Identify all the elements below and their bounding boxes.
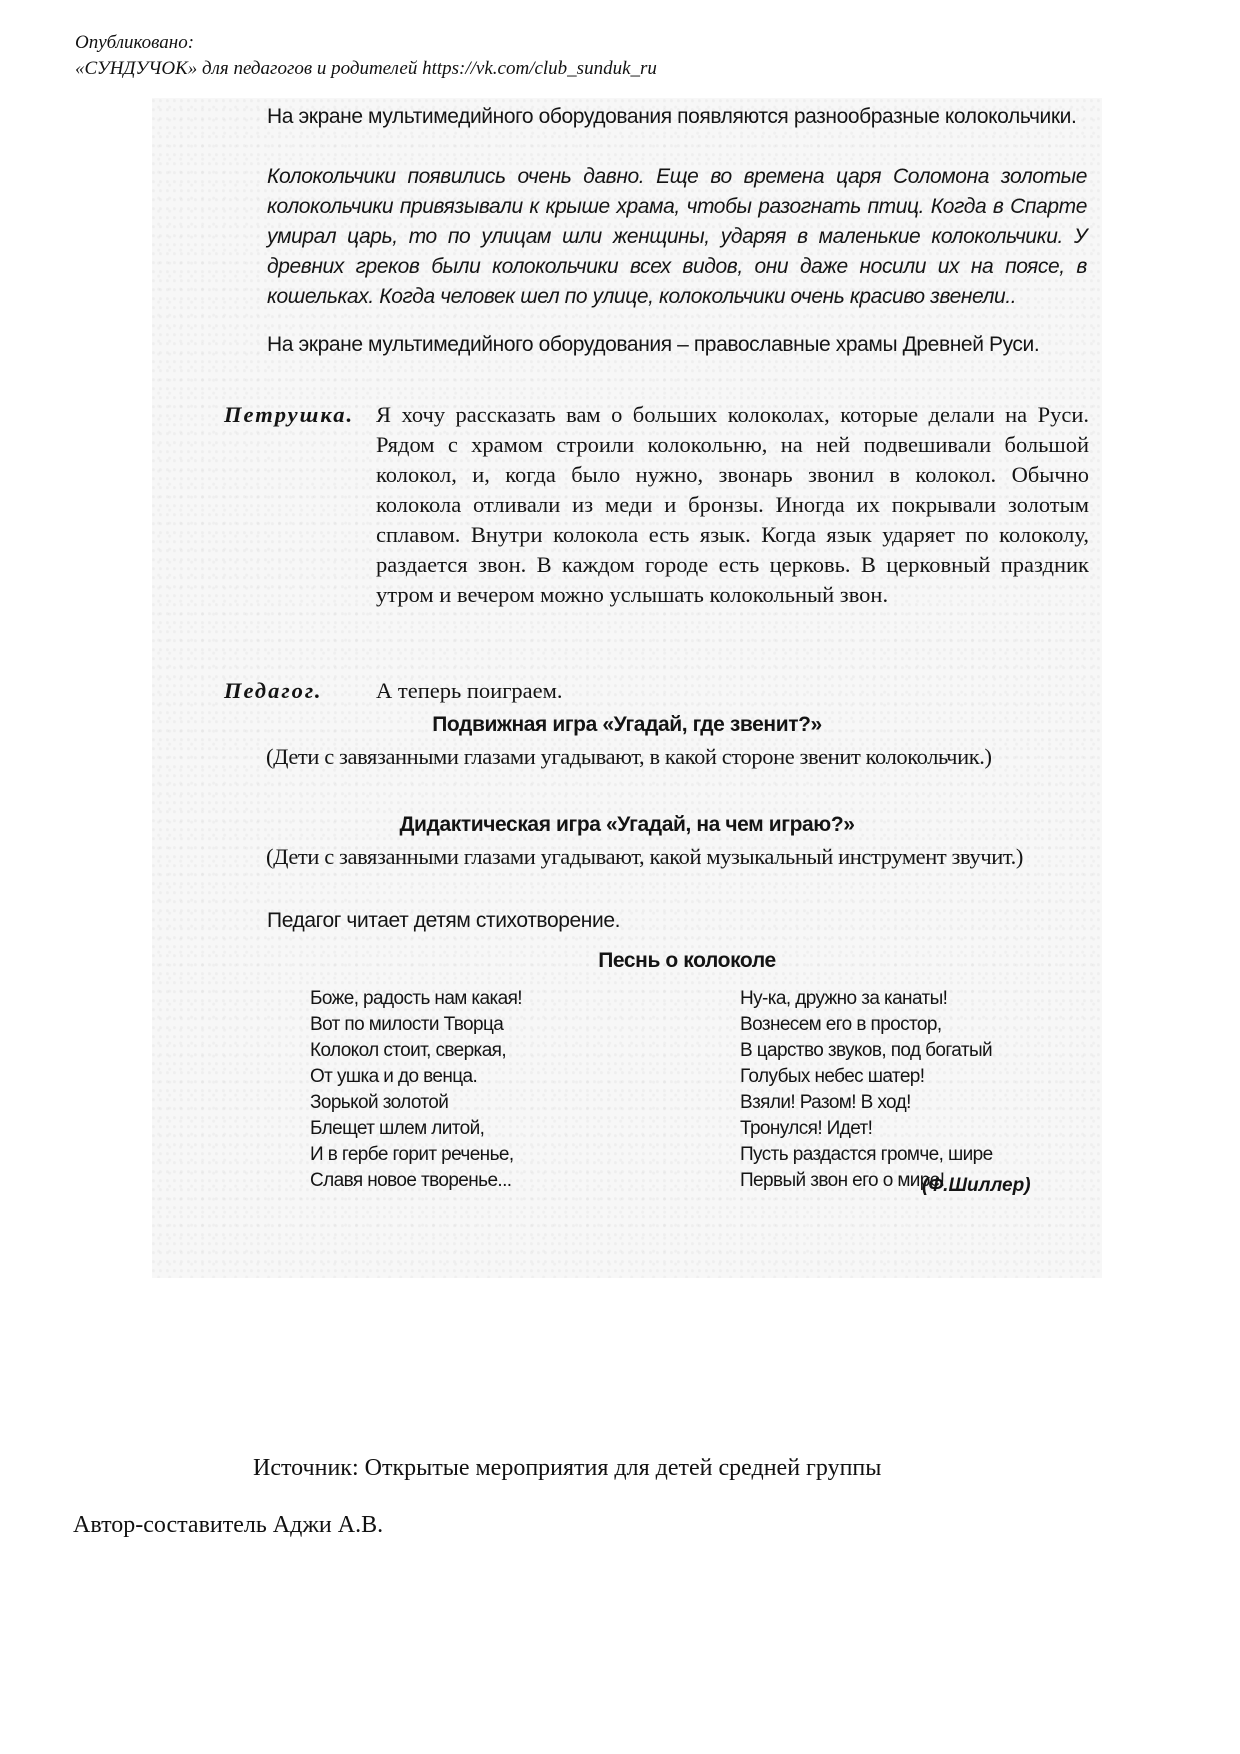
source-line: Источник: Открытые мероприятия для детей средней группы — [253, 1455, 882, 1481]
dialogue-petrushka — [224, 400, 1089, 610]
poem-line: Вознесем его в простор, — [740, 1014, 942, 1035]
poem-column-right — [740, 986, 993, 1194]
publication-header — [75, 30, 657, 82]
game2-title: Дидактическая игра «Угадай, на чем играю?» — [399, 813, 855, 836]
poem-line: Ну-ка, дружно за канаты! — [740, 988, 948, 1009]
paragraph-text: (Дети с завязанными глазами угадывают, какой музыкальный инструмент звучит.) — [266, 844, 1023, 869]
speaker-text: А теперь поиграем. — [376, 678, 563, 703]
poem-line: Боже, радость нам какая! — [310, 988, 522, 1009]
paragraph-text: (Дети с завязанными глазами угадывают, в какой стороне звенит колокольчик.) — [266, 744, 992, 769]
poem-line: Блещет шлем литой, — [310, 1118, 485, 1139]
paragraph-screen-temples — [267, 330, 1087, 360]
dialogue-pedagog — [224, 676, 1089, 706]
poem-line: Зорькой золотой — [310, 1092, 449, 1113]
paragraph-text: На экране мультимедийного оборудования появляются разнообразные колокольчики. — [267, 105, 1077, 128]
game1-title: Подвижная игра «Угадай, где звенит?» — [432, 713, 822, 736]
game1-description — [244, 742, 1089, 772]
poem-line: Колокол стоит, сверкая, — [310, 1040, 507, 1061]
poem-column-left — [310, 986, 522, 1194]
game2-description — [244, 842, 1089, 872]
poem-line: Вот по милости Творца — [310, 1014, 504, 1035]
published-label: Опубликовано: — [75, 32, 195, 53]
paragraph-bells-history — [267, 162, 1087, 312]
speaker-text: Я хочу рассказать вам о больших колоколах, которые делали на Руси. Рядом с храмом строили колокольню, на ней подвешивали большой колокол, и, когда было нужно, звонарь звонил в колокол. Обычно колокола отливали из меди и бронзы. Иногда их покрывали золотым сплавом. Внутри колокола есть язык. Когда язык ударяет по колоколу, раздается звон. В каждом городе есть церковь. В церковный праздник утром и вечером можно услышать колокольный звон. — [376, 402, 1089, 607]
paragraph-reads-poem — [267, 906, 1087, 936]
poem-line: Голубых небес шатер! — [740, 1066, 925, 1087]
paragraph-text: Колокольчики появились очень давно. Еще во времена царя Соломона золотые колокольчики привязывали к крыше храма, чтобы разогнать птиц. Когда в Спарте умирал царь, то по улицам шли женщины, ударяя в маленькие колокольчики. У древних греков были колокольчики всех видов, они даже носили их на поясе, в кошельках. Когда человек шел по улице, колокольчики очень красиво звенели.. — [267, 165, 1087, 308]
poem-line: Взяли! Разом! В ход! — [740, 1092, 911, 1113]
poem-line: Славя новое творенье... — [310, 1170, 512, 1191]
paragraph-text: Педагог читает детям стихотворение. — [267, 909, 621, 932]
poem-author: (Ф.Шиллер) — [922, 1175, 1031, 1196]
poem-line: Первый звон его о мире! — [740, 1170, 945, 1191]
poem-line: И в гербе горит реченье, — [310, 1144, 514, 1165]
poem-line: От ушка и до венца. — [310, 1066, 478, 1087]
paragraph-text: На экране мультимедийного оборудования – православные храмы Древней Руси. — [267, 333, 1040, 356]
scanned-page — [152, 98, 1102, 1278]
poem-line: Пусть раздастся громче, шире — [740, 1144, 993, 1165]
paragraph-screen-bells — [267, 102, 1087, 132]
poem-title: Песнь о колоколе — [598, 949, 776, 972]
poem-line: В царство звуков, под богатый — [740, 1040, 993, 1061]
speaker-name: Педагог. — [224, 678, 323, 703]
poem-line: Тронулся! Идет! — [740, 1118, 873, 1139]
published-line: «СУНДУЧОК» для педагогов и родителей https://vk.com/club_sunduk_ru — [75, 58, 657, 79]
author-line: Автор-составитель Аджи А.В. — [73, 1512, 384, 1538]
speaker-name: Петрушка. — [224, 402, 355, 427]
